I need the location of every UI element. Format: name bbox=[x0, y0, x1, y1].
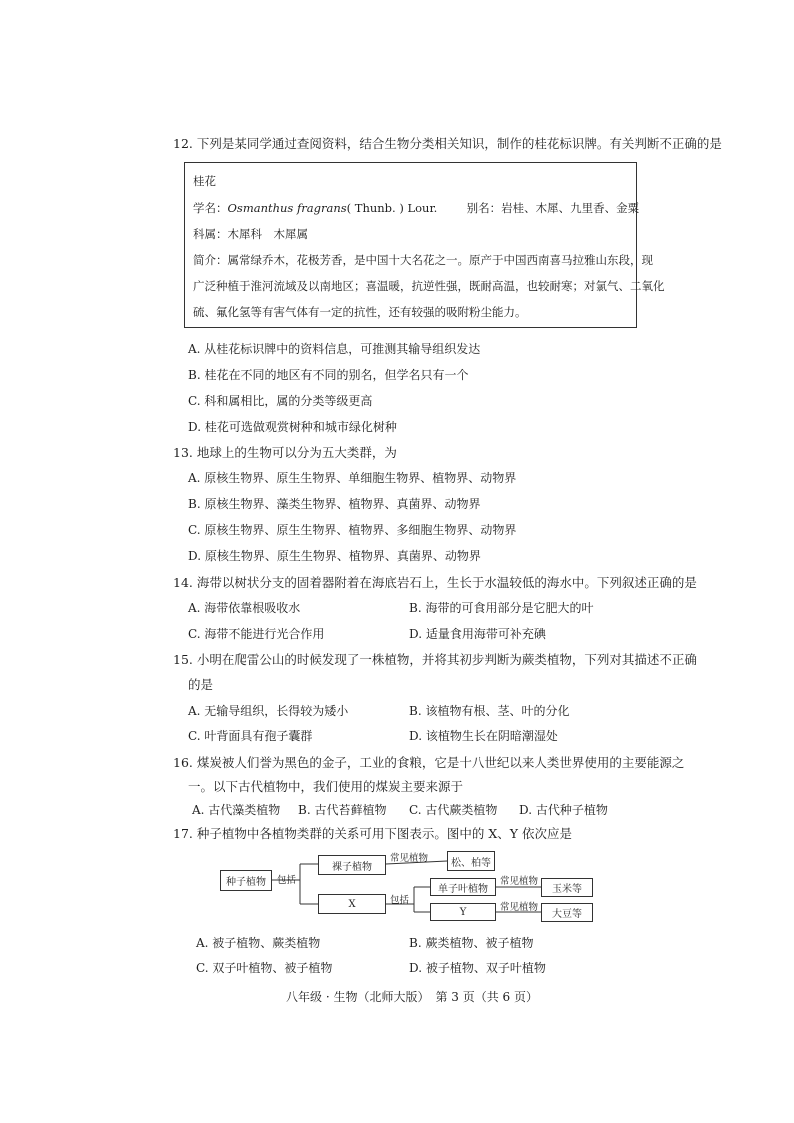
question-16-stem-line-2: 一。以下古代植物中，我们使用的煤炭主要来源于 bbox=[188, 779, 464, 794]
q12-option-b: B. 桂花在不同的地区有不同的别名，但学名只有一个 bbox=[188, 368, 469, 382]
label-common-plants-2: 常见植物 bbox=[500, 876, 539, 887]
node-y: Y bbox=[430, 903, 496, 921]
sci-name: Osmanthus fragrans bbox=[227, 201, 347, 215]
q15-option-c: C. 叶背面具有孢子囊群 bbox=[188, 729, 313, 743]
q13-option-a: A. 原核生物界、原生生物界、单细胞生物界、植物界、动物界 bbox=[188, 471, 517, 485]
osmanthus-label-card bbox=[184, 162, 665, 328]
question-13-stem: 13. 地球上的生物可以分为五大类群，为 bbox=[173, 445, 397, 460]
q15-option-b: B. 该植物有根、茎、叶的分化 bbox=[409, 704, 570, 718]
question-15-stem-line-2: 的是 bbox=[188, 677, 214, 692]
node-pine-cypress: 松、柏等 bbox=[447, 851, 495, 871]
question-16-stem-line-1: 16. 煤炭被人们誉为黑色的金子，工业的食粮，它是十八世纪以来人类世界使用的主要能源之 bbox=[173, 755, 685, 770]
node-x: X bbox=[318, 894, 386, 914]
card-title: 桂花 bbox=[193, 174, 216, 188]
q17-option-a: A. 被子植物、蕨类植物 bbox=[196, 936, 321, 950]
question-15-stem-line-1: 15. 小明在爬雷公山的时候发现了一株植物，并将其初步判断为蕨类植物，下列对其描述不正确 bbox=[173, 652, 697, 667]
q16-option-a: A. 古代藻类植物 bbox=[192, 803, 281, 817]
q14-option-c: C. 海带不能进行光合作用 bbox=[188, 627, 325, 641]
label-common-plants-3: 常见植物 bbox=[500, 902, 539, 913]
q17-option-c: C. 双子叶植物、被子植物 bbox=[196, 961, 333, 975]
card-intro-line-3: 硫、氟化氢等有害气体有一定的抗性，还有较强的吸附粉尘能力。 bbox=[193, 305, 527, 319]
label-include-1: 包括 bbox=[277, 875, 297, 886]
q17-option-d: D. 被子植物、双子叶植物 bbox=[409, 961, 546, 975]
q13-option-b: B. 原核生物界、藻类生物界、植物界、真菌界、动物界 bbox=[188, 497, 481, 511]
q16-option-b: B. 古代苔藓植物 bbox=[298, 803, 387, 817]
label-common-plants-1: 常见植物 bbox=[390, 853, 429, 864]
node-gymnosperms: 裸子植物 bbox=[318, 855, 386, 875]
node-monocots: 单子叶植物 bbox=[430, 878, 496, 896]
question-17-stem: 17. 种子植物中各植物类群的关系可用下图表示。图中的 X、Y 依次应是 bbox=[173, 826, 572, 841]
q13-option-d: D. 原核生物界、原生生物界、植物界、真菌界、动物界 bbox=[188, 549, 481, 563]
question-12-stem: 12. 下列是某同学通过查阅资料，结合生物分类相关知识，制作的桂花标识牌。有关判断不正确的是 bbox=[173, 136, 722, 151]
node-soybean: 大豆等 bbox=[541, 903, 593, 922]
q13-option-c: C. 原核生物界、原生生物界、植物界、多细胞生物界、动物界 bbox=[188, 523, 517, 537]
q14-option-d: D. 适量食用海带可补充碘 bbox=[409, 627, 546, 641]
q12-option-a: A. 从桂花标识牌中的资料信息，可推测其输导组织发达 bbox=[188, 342, 481, 356]
card-intro-line-2: 广泛种植于淮河流域及以南地区；喜温暖，抗逆性强，既耐高温，也较耐寒；对氯气、二氧化 bbox=[193, 279, 665, 293]
q16-option-d: D. 古代种子植物 bbox=[519, 803, 608, 817]
sci-name-prefix: 学名： bbox=[193, 201, 228, 215]
q12-option-d: D. 桂花可选做观赏树种和城市绿化树种 bbox=[188, 420, 397, 434]
node-seed-plants: 种子植物 bbox=[220, 870, 272, 891]
q17-option-b: B. 蕨类植物、被子植物 bbox=[409, 936, 534, 950]
q15-option-a: A. 无输导组织，长得较为矮小 bbox=[188, 704, 349, 718]
node-corn: 玉米等 bbox=[541, 878, 593, 897]
q14-option-b: B. 海带的可食用部分是它肥大的叶 bbox=[409, 601, 594, 615]
question-14-stem: 14. 海带以树状分支的固着器附着在海底岩石上，生长于水温较低的海水中。下列叙述正确的是 bbox=[173, 575, 697, 590]
card-family: 科属：木犀科 木犀属 bbox=[193, 227, 308, 241]
card-intro-line-1: 简介：属常绿乔木，花极芳香，是中国十大名花之一。原产于中国西南喜马拉雅山东段，现 bbox=[193, 253, 653, 267]
label-include-2: 包括 bbox=[390, 895, 410, 906]
page-footer: 八年级 · 生物（北师大版） 第 3 页（共 6 页） bbox=[286, 990, 538, 1004]
q12-option-c: C. 科和属相比，属的分类等级更高 bbox=[188, 394, 373, 408]
sci-author: ( Thunb. ) Lour. bbox=[346, 201, 438, 215]
q14-option-a: A. 海带依靠根吸收水 bbox=[188, 601, 301, 615]
card-alias: 别名：岩桂、木犀、九里香、金粟 bbox=[466, 201, 640, 215]
q15-option-d: D. 该植物生长在阴暗潮湿处 bbox=[409, 729, 558, 743]
q16-option-c: C. 古代蕨类植物 bbox=[409, 803, 498, 817]
card-scientific-name-row bbox=[193, 200, 639, 216]
